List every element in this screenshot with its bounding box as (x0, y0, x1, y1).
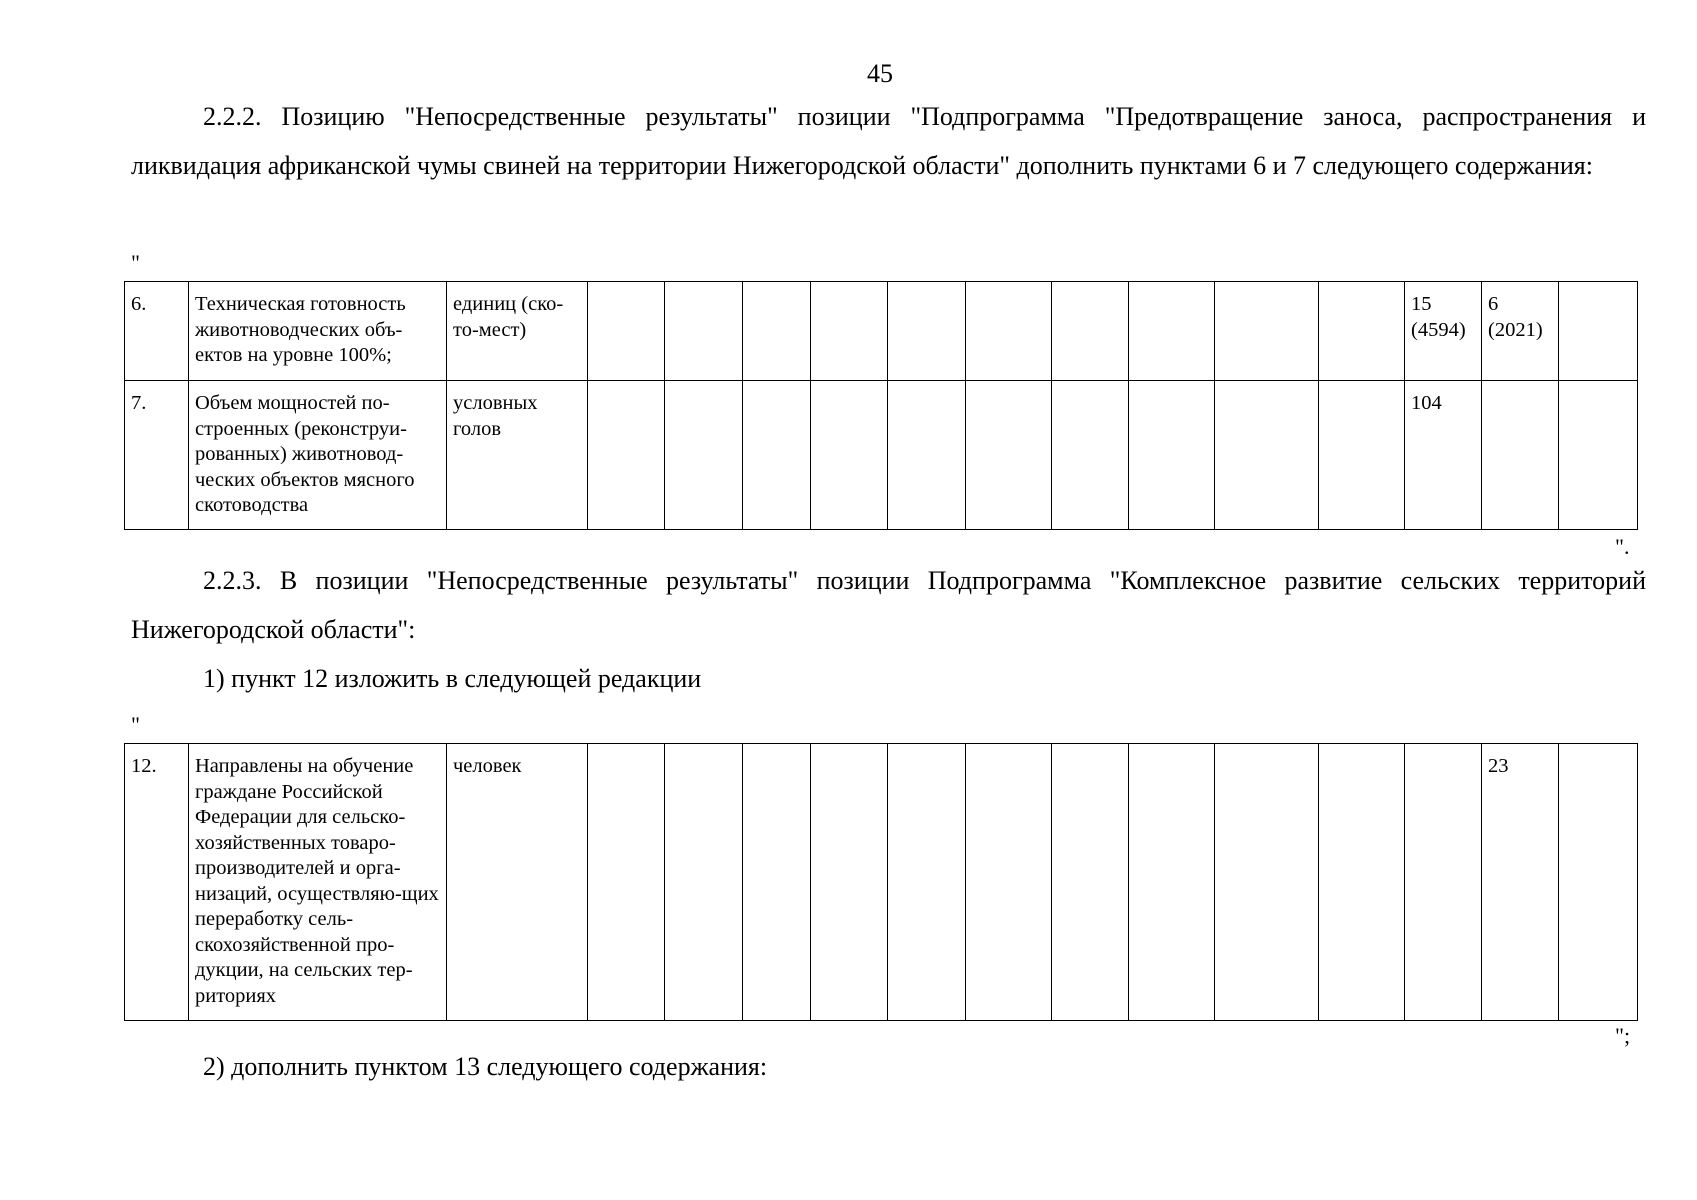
empty-cell (888, 744, 966, 1021)
empty-cell (1559, 381, 1638, 530)
empty-cell (1559, 282, 1638, 381)
section-2-2-3-paragraph: 2.2.3. В позиции "Непосредственные результаты" позиции Подпрограмма "Комплексное развитие сельских территорий Нижегородской области": (131, 566, 1646, 644)
item-2-text: 2) дополнить пунктом 13 следующего содержания: (203, 1052, 768, 1081)
section-2-2-2-paragraph: 2.2.2. Позицию "Непосредственные результаты" позиции "Подпрограмма "Предотвращение заноса, распространения и ликвидация африканской чумы свиней на территории Нижегородской области" дополнить пунктами 6 и 7 следующего содержания: (131, 102, 1646, 180)
value-cell-2: 6 (2021) (1482, 282, 1559, 381)
empty-cell (665, 744, 743, 1021)
empty-cell (1129, 744, 1215, 1021)
item-1-text: 1) пункт 12 изложить в следующей редакции (203, 664, 702, 693)
empty-cell (743, 744, 811, 1021)
empty-cell (811, 744, 888, 1021)
value-cell-1 (1405, 744, 1482, 1021)
value-cell-1: 15 (4594) (1405, 282, 1482, 381)
row-number: 6. (125, 282, 189, 381)
close-quote-2: "; (1615, 1023, 1631, 1048)
indicator-name: Объем мощностей по-строенных (реконструи-рованных) животновод-ческих объектов мясного скотоводства (189, 381, 447, 530)
empty-cell (1215, 744, 1319, 1021)
indicator-name: Направлены на обучение граждане Российской Федерации для сельско-хозяйственных товаро-производителей и орга-низаций, осуществляю-щих переработку сель-скохозяйственной про-дукции, на сельских тер-риториях (189, 744, 447, 1021)
empty-cell (588, 282, 665, 381)
empty-cell (811, 381, 888, 530)
empty-cell (1559, 744, 1638, 1021)
empty-cell (1052, 744, 1129, 1021)
indicator-name: Техническая готовность животноводческих объ-ектов на уровне 100%; (189, 282, 447, 381)
empty-cell (1052, 282, 1129, 381)
value-cell-2: 23 (1482, 744, 1559, 1021)
value-cell-1: 104 (1405, 381, 1482, 530)
empty-cell (743, 381, 811, 530)
unit-of-measure: человек (447, 744, 588, 1021)
empty-cell (1215, 381, 1319, 530)
unit-of-measure: условных голов (447, 381, 588, 530)
results-table-2 (124, 743, 1638, 1021)
empty-cell (1319, 282, 1405, 381)
empty-cell (1129, 282, 1215, 381)
empty-cell (665, 282, 743, 381)
empty-cell (1052, 381, 1129, 530)
value-cell-2 (1482, 381, 1559, 530)
page-number: 45 (867, 59, 893, 88)
table-row (125, 282, 1638, 381)
empty-cell (888, 381, 966, 530)
row-number: 7. (125, 381, 189, 530)
empty-cell (1129, 381, 1215, 530)
empty-cell (888, 282, 966, 381)
results-table-1 (124, 281, 1638, 530)
table-row (125, 381, 1638, 530)
empty-cell (1319, 744, 1405, 1021)
empty-cell (966, 744, 1052, 1021)
open-quote-2: " (131, 712, 140, 737)
empty-cell (665, 381, 743, 530)
empty-cell (1319, 381, 1405, 530)
unit-of-measure: единиц (ско-то-мест) (447, 282, 588, 381)
empty-cell (811, 282, 888, 381)
close-quote-1: ". (1615, 534, 1630, 559)
empty-cell (966, 381, 1052, 530)
row-number: 12. (125, 744, 189, 1021)
empty-cell (588, 381, 665, 530)
open-quote-1: " (131, 250, 140, 275)
empty-cell (966, 282, 1052, 381)
empty-cell (743, 282, 811, 381)
empty-cell (588, 744, 665, 1021)
table-row (125, 744, 1638, 1021)
empty-cell (1215, 282, 1319, 381)
